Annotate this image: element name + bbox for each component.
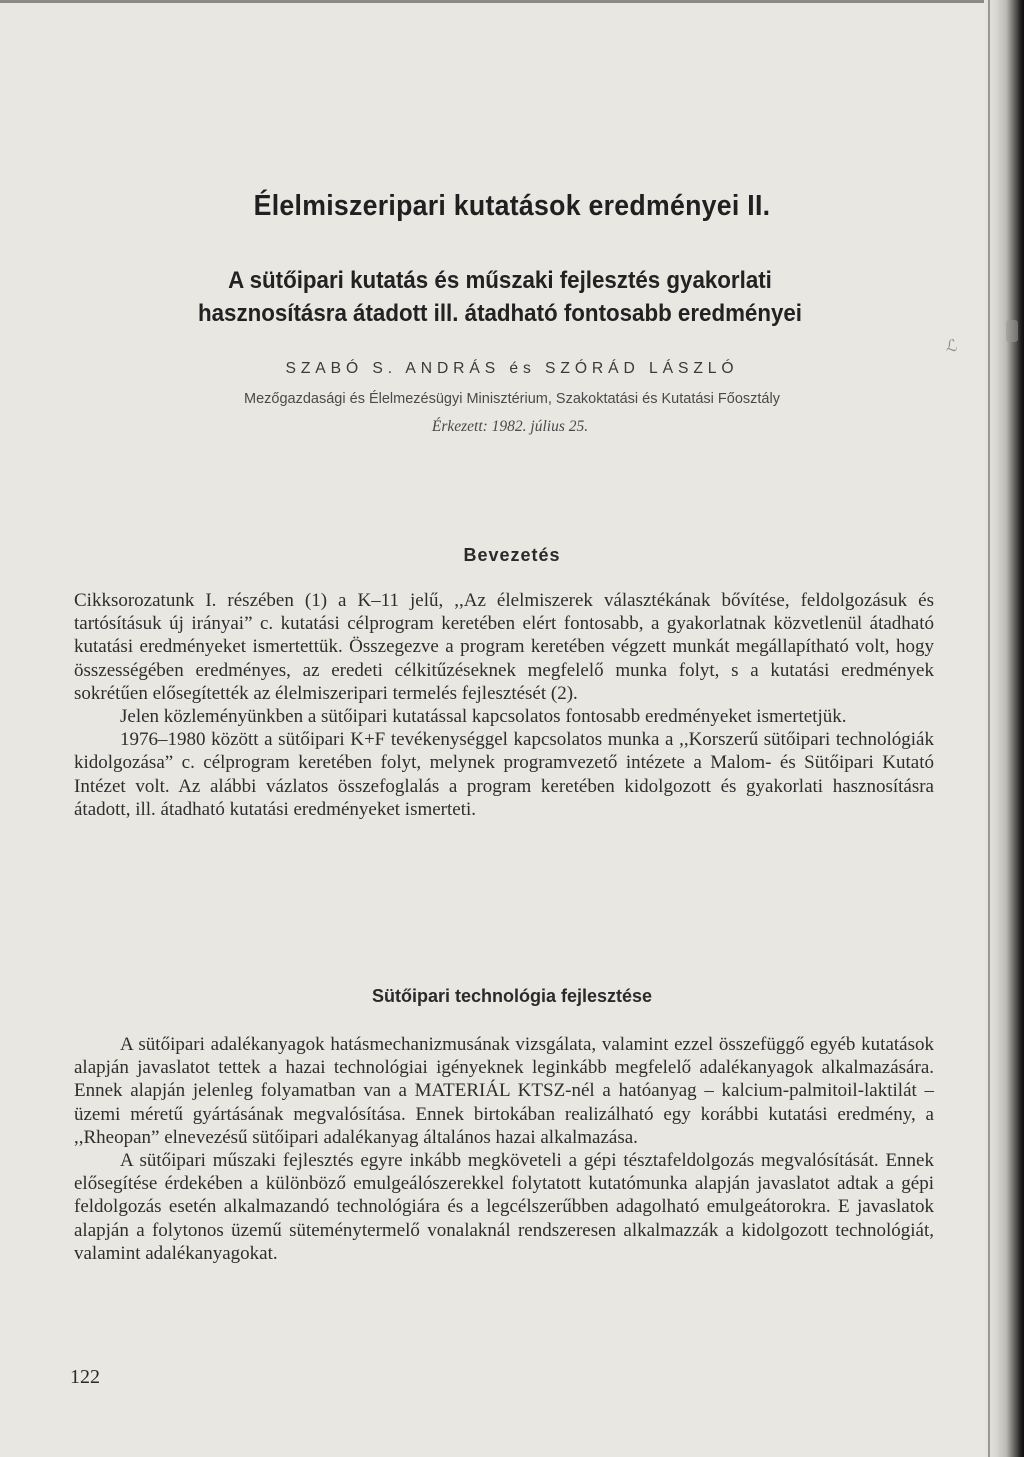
subtitle-line: hasznosításra átadott ill. átadható fontosabb eredményei [197, 300, 803, 327]
paragraph: A sütőipari műszaki fejlesztés egyre inkább megköveteli a gépi tésztafeldolgozás megvalósítását. Ennek elősegítése érdekében a különböző emulgeálószerekkel folytatott kutatómunka alapján javaslatot adtak a gépi feldolgozás esetén alkalmazandó technológiára és a legcélszerűbben adagolható emulgeátorokra. E javaslatok alapján a folytonos üzemű süteménytermelő vonalaknál rendszeresen alkalmazzák a kidolgozott technológiát, valamint adalékanyagokat. [74, 1150, 934, 1264]
article-title: Élelmiszeripari kutatások eredményei II. [253, 190, 771, 222]
section-heading-technology: Sütőipari technológia fejlesztése [371, 986, 653, 1006]
paragraph: Jelen közleményünkben a sütőipari kutatással kapcsolatos fontosabb eredményeket ismertetjük. [120, 706, 847, 728]
technology-body [74, 1033, 934, 1265]
subtitle-line: A sütőipari kutatás és műszaki fejlesztés gyakorlati [228, 267, 772, 294]
article-subtitle [35, 264, 965, 330]
margin-ink-mark: ℒ [946, 336, 958, 355]
page-number: 122 [70, 1366, 100, 1388]
paragraph: Cikksorozatunk I. részében (1) a K–11 jelű, ,,Az élelmiszerek választékának bővítése, feldolgozásuk és tartósításuk új irányai” c. kutatási célprogram keretében elért fontosabb, a gyakorlatnak közvetlenül átadható kutatási eredményeket ismertettük. Összegezve a program keretében végzett munkát megállapítható volt, hogy összességében eredményes, az eredeti célkitűzéseknek megfelelő munka folyt, s a kutatási eredmények sokrétűen elősegítették az élelmiszeripari termelés fejlesztését (2). [74, 590, 934, 704]
top-edge-rule [0, 0, 1024, 3]
article-authors: SZABÓ S. ANDRÁS és SZÓRÁD LÁSZLÓ [285, 360, 739, 377]
author-affiliation: Mezőgazdasági és Élelmezésügyi Minisztérium, Szakoktatási és Kutatási Főosztály [244, 391, 780, 407]
paragraph: A sütőipari adalékanyagok hatásmechanizmusának vizsgálata, valamint ezzel összefüggő egyéb kutatások alapján javaslatot tettek a hazai technológiai igényeknek leginkább megfelelő adalékanyagok alkalmazására. Ennek alapján jelenleg folyamatban van a MATERIÁL KTSZ-nél a hatóanyag – kalcium-palmitoil-laktilát – üzemi méretű gyártásának megvalósítása. Ennek birtokában realizálható egy korábbi kutatási eredmény, a ,,Rheopan” elnevezésű sütőipari adalékanyag általános hazai alkalmazása. [74, 1034, 934, 1148]
section-heading-introduction: Bevezetés [463, 545, 561, 565]
margin-ink-smudge [1006, 320, 1018, 342]
book-spine-shadow [984, 0, 1024, 1457]
paragraph: 1976–1980 között a sütőipari K+F tevékenységgel kapcsolatos munka a ,,Korszerű sütőipari technológiák kidolgozása” c. célprogram keretében folyt, melynek programvezető intézete a Malom- és Sütőipari Kutató Intézet volt. Az alábbi vázlatos összefoglalás a program keretében kidolgozott és gyakorlati hasznosításra átadott, ill. átadható kutatási eredményeket ismerteti. [74, 729, 934, 820]
received-date: Érkezett: 1982. július 25. [431, 418, 589, 435]
introduction-body [74, 589, 934, 821]
spine-fold-line [988, 0, 990, 1457]
